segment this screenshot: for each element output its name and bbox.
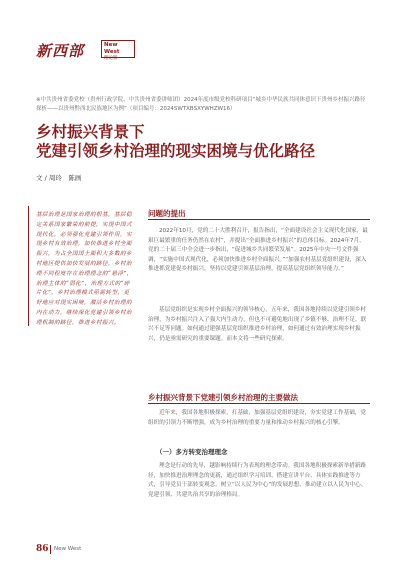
- section-1-paragraph-2: 基层党组织是实现乡村全面振兴的领导核心，五年来，我国各地持续以党建引领乡村治理，为乡村振兴注入了强大内生动力，但也不可避免地出现了乡镇不够、治理不足、联兴不足等问题。如何通过建强基层党组织推进乡村治理，如何通过有效治理实现乡村振兴，仍是亟需研究的重要课题。而本文将一些研究探索。: [148, 307, 367, 342]
- section-1-paragraph-1: 2022年10月，党的二十大胜利召开，报告指出，“全面建设社会主义现代化国家，最艰巨最繁重的任务仍然在农村”，并提出“全面推进乡村振兴”的总体目标。2024年7月，党的二十届三中全会进一步指出，“促进城乡共同繁荣发展”。2025年中央一号文件强调，“实施中国式现代化，必须加快推进乡村全面振兴。”“加强农村基层党组织建设，深入推进抓党建促乡村振兴，坚持以党建引领基层治理，提高基层党组织领导能力。”: [148, 228, 368, 272]
- section-heading-1: 问题的提出: [148, 209, 186, 218]
- abstract-text: 基层治理是国家治理的根基，基层稳定关系国家繁荣的前提，实现中国式现代化，必须强化党建引领作用，实现乡村有效治理，加快推进乡村全面振兴，为占全国国土面积大多数的乡村地区提供加快发展的路径，乡村治理不同程度存在治理理念的“悬浮”，治理主体的“弱化”，治理方式的“碎片化”，乡村治理模式亟需转型，更好地应对现实困境，激活乡村治理的内在动力，继续深化党建引领乡村治理机制的路径，推进乡村振兴。: [36, 212, 133, 326]
- page-number: 86: [36, 544, 49, 554]
- magazine-logo-cn: 新西部: [36, 42, 85, 60]
- article-author: 文 / 周玲 陈画: [36, 174, 82, 182]
- footer-magazine-name: New West: [54, 546, 82, 552]
- fund-note: ※中共贵州省委党校（贵州行政学院、中共贵州省委讲师团）2024年度市级党校科研项目“城乡中华民族共同体意识下贵州乡村振兴路径探析——以贵州黔西北民族地区为例”（项目编号：2024SWTXBSXYWHZW16）: [36, 97, 366, 112]
- magazine-logo-sub: 理论版: [104, 56, 118, 61]
- magazine-logo-en: New West: [104, 42, 120, 55]
- section-divider-1: [148, 219, 370, 220]
- abstract-box: [28, 206, 133, 326]
- subsection-heading: （一）多方转变治理理念: [156, 448, 228, 456]
- article-title-line2: 党建引领乡村治理的现实困境与优化路径: [36, 141, 316, 160]
- section-heading-2: 乡村振兴背景下党建引领乡村治理的主要做法: [148, 393, 298, 402]
- article-title-line1: 乡村振兴背景下: [36, 122, 145, 141]
- footer-separator: [50, 545, 51, 554]
- magazine-logo-badge: [101, 40, 135, 61]
- section-divider-2: [148, 403, 370, 404]
- section-2-paragraph-1: 近年来，我国各地积极探索，打基础，加强基层党组织建设，夯实党建工作基础，党组织的引领力不断增强，成为乡村治理的重要力量和推动乡村振兴的核心引擎。: [148, 410, 366, 426]
- page-header: [0, 0, 402, 70]
- subsection-paragraph: 理念是行动的先导，越影响持续行为表现的理念带动。我国各地积极探索新举措新路径，加快推进治理理念的更新，通过组织学习培训、搭建宣讲平台、具体实践推进等方式，引导党员干部转变观念，树立“以人民为中心”的发展思想，推动建立以人民为中心、党建引领、共建共治共享的治理格局。: [148, 463, 367, 498]
